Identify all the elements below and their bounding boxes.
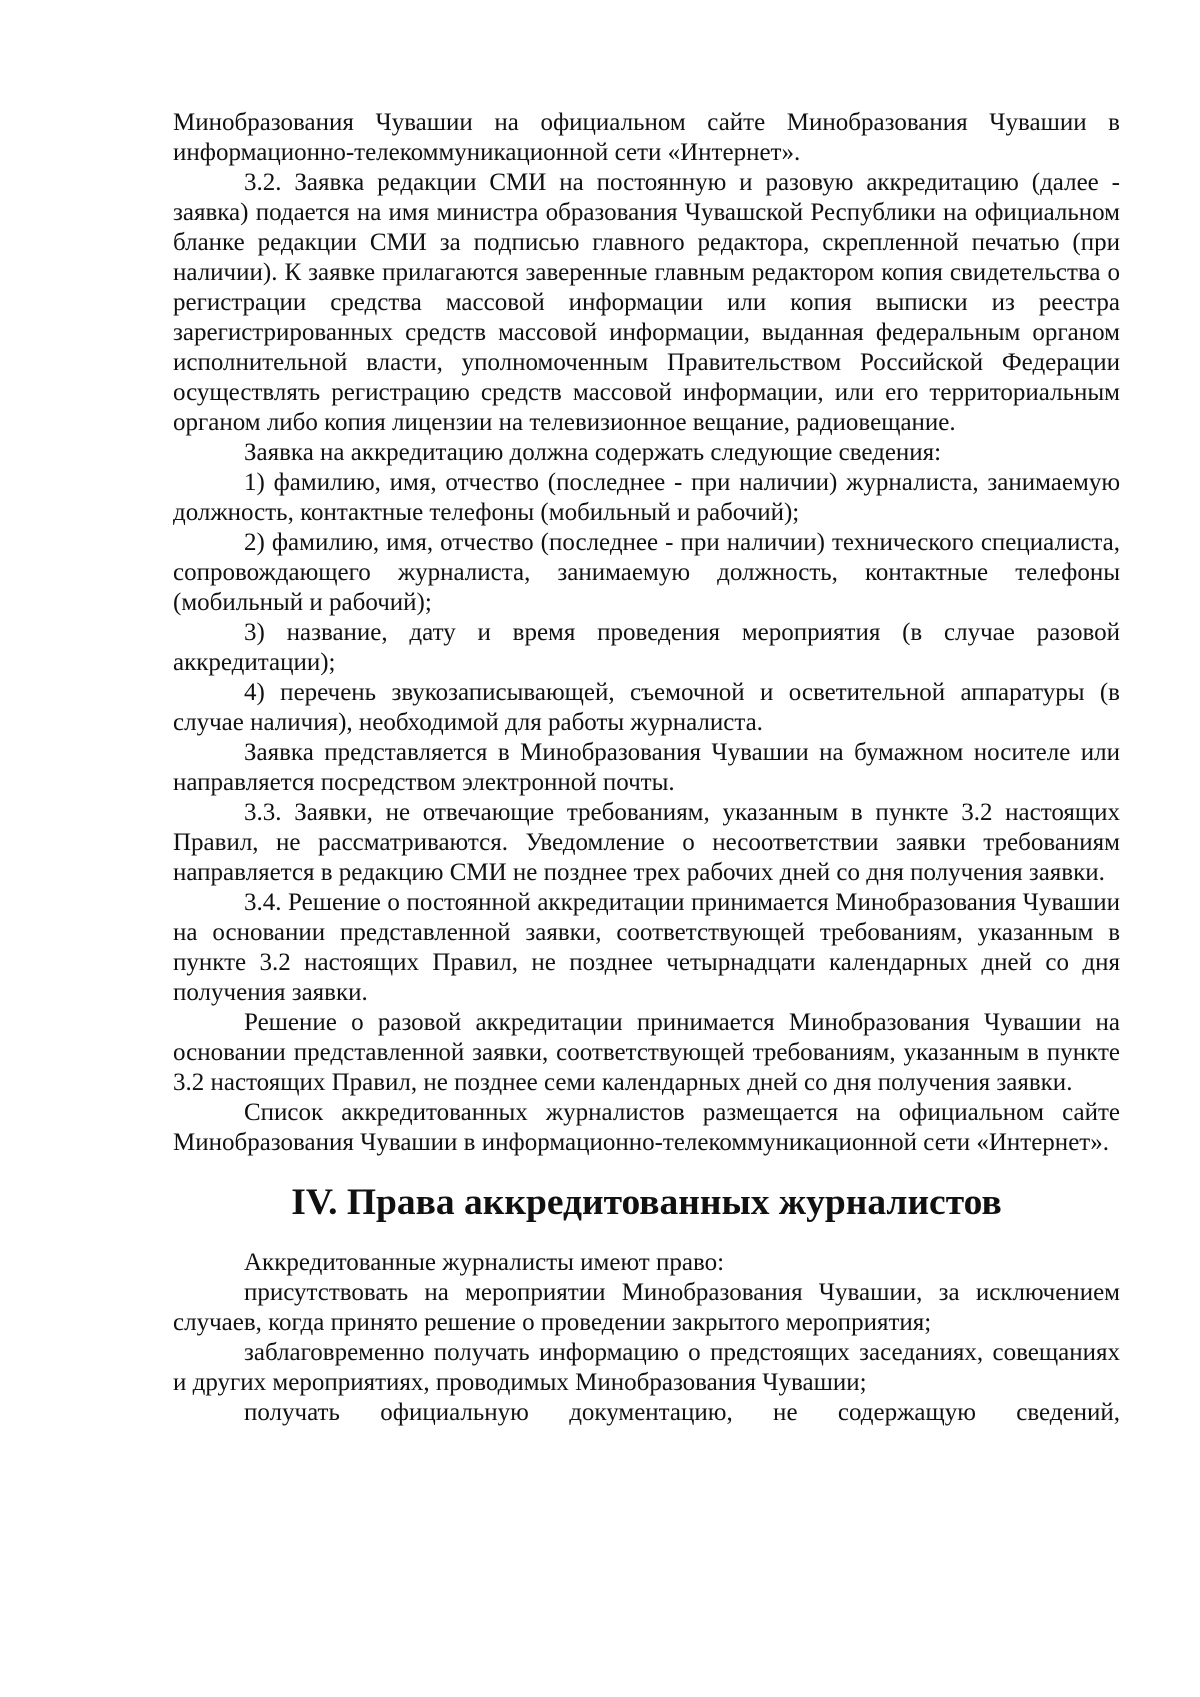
list-item-2: 2) фамилию, имя, отчество (последнее - при наличии) технического специалиста, сопровождающего журналиста, занимаемую должность, контактные телефоны (мобильный и рабочий);	[173, 529, 1120, 616]
paragraph-3-3: 3.3. Заявки, не отвечающие требованиям, указанным в пункте 3.2 настоящих Правил, не рассматриваются. Уведомление о несоответствии заявки требованиям направляется в редакцию СМИ не позднее трех рабочих дней со дня получения заявки.	[173, 799, 1120, 886]
paragraph-3-2: 3.2. Заявка редакции СМИ на постоянную и разовую аккредитацию (далее - заявка) подается на имя министра образования Чувашской Республики на официальном бланке редакции СМИ за подписью главного редактора, скрепленной печатью (при наличии). К заявке прилагаются заверенные главным редактором копия свидетельства о регистрации средства массовой информации или копия выписки из реестра зарегистрированных средств массовой информации, выданная федеральным органом исполнительной власти, уполномоченным Правительством Российской Федерации осуществлять регистрацию средств массовой информации, или его территориальным органом либо копия лицензии на телевизионное вещание, радиовещание.	[173, 169, 1120, 436]
paragraph-right-documentation: получать официальную документацию, не содержащую сведений,	[244, 1399, 1120, 1426]
paragraph-3-4: 3.4. Решение о постоянной аккредитации принимается Минобразования Чувашии на основании представленной заявки, соответствующей требованиям, указанным в пункте 3.2 настоящих Правил, не позднее четырнадцати календарных дней со дня получения заявки.	[173, 889, 1120, 1006]
paragraph-submission: Заявка представляется в Минобразования Чувашии на бумажном носителе или направляется посредством электронной почты.	[173, 739, 1120, 796]
list-item-4: 4) перечень звукозаписывающей, съемочной и осветительной аппаратуры (в случае наличия), необходимой для работы журналиста.	[173, 679, 1120, 736]
paragraph-rights-intro: Аккредитованные журналисты имеют право:	[244, 1249, 725, 1276]
paragraph-one-time-accreditation: Решение о разовой аккредитации принимается Минобразования Чувашии на основании представленной заявки, соответствующей требованиям, указанным в пункте 3.2 настоящих Правил, не позднее семи календарных дней со дня получения заявки.	[173, 1009, 1120, 1096]
paragraph-right-information: заблаговременно получать информацию о предстоящих заседаниях, совещаниях и других мероприятиях, проводимых Минобразования Чувашии;	[173, 1339, 1120, 1396]
paragraph-accredited-list: Список аккредитованных журналистов размещается на официальном сайте Минобразования Чувашии в информационно-телекоммуникационной сети «Интернет».	[173, 1099, 1120, 1156]
section-heading: IV. Права аккредитованных журналистов	[291, 1182, 1002, 1223]
list-item-3: 3) название, дату и время проведения мероприятия (в случае разовой аккредитации);	[173, 619, 1120, 676]
list-item-1: 1) фамилию, имя, отчество (последнее - при наличии) журналиста, занимаемую должность, контактные телефоны (мобильный и рабочий);	[173, 469, 1120, 526]
paragraph-right-attend: присутствовать на мероприятии Минобразования Чувашии, за исключением случаев, когда принято решение о проведении закрытого мероприятия;	[173, 1279, 1120, 1336]
document-page	[173, 108, 1120, 1428]
paragraph-intro: Минобразования Чувашии на официальном сайте Минобразования Чувашии в информационно-телекоммуникационной сети «Интернет».	[173, 109, 1120, 166]
paragraph-application-contents: Заявка на аккредитацию должна содержать следующие сведения:	[244, 439, 942, 466]
